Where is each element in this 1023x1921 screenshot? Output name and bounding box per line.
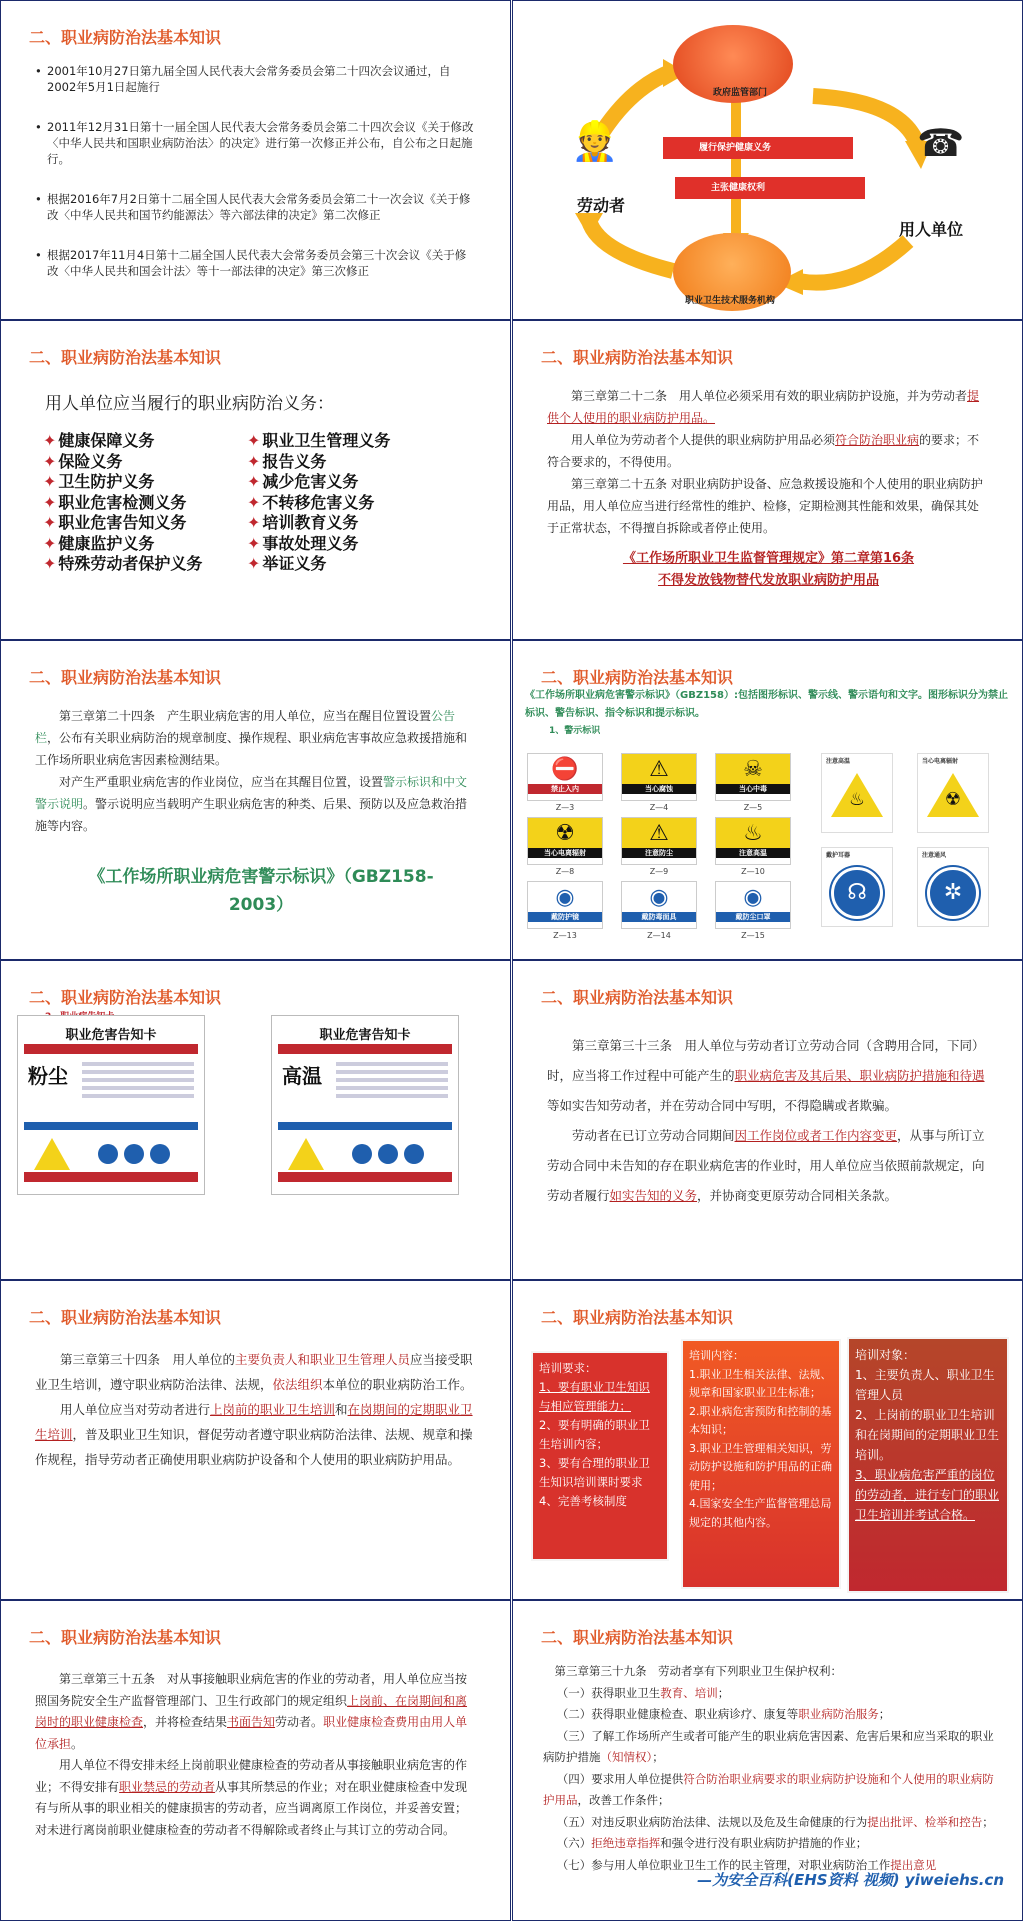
list-item: ✦ 保险义务 (43, 451, 123, 471)
warning-sign (621, 753, 697, 812)
sign-label: 注意高温 (716, 848, 790, 858)
sign-label: 戴防毒面具 (622, 912, 696, 922)
list-item: （五）对违反职业病防治法律、法规以及危及生命健康的行为提出批评、检举和控告； (556, 1814, 994, 1829)
standard-intro: 《工作场所职业病危害警示标识》（GBZ158）:包括图形标识、警示线、警示语句和文字。图形标识分为禁止标识、警告标识、指令标识和提示标识。 (525, 690, 1008, 719)
list-item: • 2001年10月27日第九届全国人民代表大会常务委员会第二十四次会议通过，自2002年5月1日起施行 (35, 63, 475, 95)
employer-icon: ☎ (917, 121, 965, 165)
sign-label: 禁止入内 (528, 784, 602, 794)
sign-icon: ☢ (528, 818, 602, 848)
sign-code: Z—10 (741, 867, 765, 876)
sign-icon: ⚠ (622, 754, 696, 784)
sign-code: Z—4 (649, 803, 669, 812)
sign-icon: ☠ (716, 754, 790, 784)
list-item: ✦ 职业危害告知义务 (43, 513, 187, 532)
sign-code: Z—3 (555, 803, 575, 812)
ppe-icons (352, 1144, 424, 1164)
slide-title: 二、职业病防治法基本知识 (29, 1308, 222, 1327)
article-text: 第三章第三十四条 用人单位的主要负责人和职业卫生管理人员应当接受职业卫生培训，遵守职业病防治法律、法规，依法组织本单位的职业病防治工作。 用人单位应当对劳动者进行上岗前的职业卫生培训和在岗期间的定期职业卫生培训，普及职业卫生知识，督促劳动者遵守职业病防治法律、法规、规章和操作规程，指导劳动者正确使用职业病防护设备和个人使用的职业病防护用品。 (35, 1352, 473, 1467)
list-item: （四）要求用人单位提供符合防治职业病要求的职业病防护设施和个人使用的职业病防护用品，改善工作条件； (543, 1771, 994, 1807)
site-watermark: —为安全百科(EHS资料 视频) yiweiehs.cn (697, 1871, 1004, 1889)
sign-caption: 注意通风 (922, 852, 947, 859)
warning-icon (288, 1138, 324, 1170)
large-sign (821, 753, 893, 833)
slide-2-diagram (512, 0, 1023, 320)
article-text: 第三章第二十四条 产生职业病危害的用人单位，应当在醒目位置设置公告栏，公布有关职业病防治的规章制度、操作规程、职业病危害事故应急救援措施和工作场所职业病危害因素检测结果。 对产生严重职业病危害的作业岗位，应当在其醒目位置，设置警示标识和中文警示说明。警示说明应当载明产生职业病危害的种类、后果、预防以及应急救治措施等内容。 (35, 709, 468, 833)
slide-11 (0, 1600, 511, 1921)
list-item: ✦ 健康监护义务 (43, 533, 155, 553)
list-item: • 根据2016年7月2日第十二届全国人民代表大会常务委员会第二十一次会议《关于修改〈中华人民共和国节约能源法〉等六部法律的决定》第二次修正 (35, 191, 475, 223)
sign-icon: ♨ (716, 818, 790, 848)
large-sign (917, 847, 989, 927)
slide-title: 二、职业病防治法基本知识 (541, 988, 734, 1007)
sign-code: Z—15 (741, 931, 765, 940)
worker-icon: 👷 (571, 119, 619, 163)
warning-icon (34, 1138, 70, 1170)
large-sign (917, 753, 989, 833)
list-item: ✦ 举证义务 (247, 554, 327, 573)
sign-code: Z—9 (649, 867, 669, 876)
list-item: （一）获得职业卫生教育、培训； (556, 1685, 730, 1700)
sign-label: 注意防尘 (622, 848, 696, 858)
list-item: ✦ 事故处理义务 (247, 533, 359, 553)
warning-sign (715, 753, 791, 812)
sign-code: Z—13 (553, 931, 577, 940)
article-text: 第三章第二十二条 用人单位必须采用有效的职业病防护设施，并为劳动者提供个人使用的职业病防护用品。 用人单位为劳动者个人提供的职业病防护用品必须符合防治职业病的要求；不符合要求的，不得使用。 第三章第二十五条 对职业病防护设备、应急救援设施和个人使用的职业病防护用品，用人单位应当进行经常性的维护、检修，定期检测其性能和效果，确保其处于正常状态，不得擅自拆除或者停止使用。 (547, 389, 983, 535)
slide-title: 二、职业病防治法基本知识 (541, 348, 734, 367)
duties-intro: 用人单位应当履行的职业病防治义务： (45, 394, 334, 414)
slide-title: 二、职业病防治法基本知识 (541, 668, 734, 687)
card-band (278, 1044, 452, 1054)
slide-12 (512, 1600, 1023, 1921)
sign-icon: ⚠ (622, 818, 696, 848)
list-item: （三）了解工作场所产生或者可能产生的职业病危害因素、危害后果和应当采取的职业病防护措施（知情权）； (543, 1728, 994, 1764)
slide-1 (0, 0, 511, 320)
standard-title: 《工作场所职业病危害警示标识》（GBZ158-2003） (88, 867, 434, 915)
slide-title: 二、职业病防治法基本知识 (541, 1308, 734, 1327)
sign-code: Z—8 (555, 867, 575, 876)
sign-icon: ◉ (716, 882, 790, 912)
card-title: 职业危害告知卡 (319, 1028, 411, 1043)
duties-left-column (43, 431, 202, 575)
sign-label: 当心腐蚀 (622, 784, 696, 794)
warning-sign (527, 817, 603, 876)
training-requirements: 培训要求： 1、要有职业卫生知识与相应管理能力； 2、要有明确的职业卫生培训内容； 3、要有合理的职业卫生知识培训课时要求 4、完善考核制度 (531, 1351, 669, 1561)
slide-title: 二、职业病防治法基本知识 (29, 988, 222, 1007)
sign-caption: 当心电离辐射 (922, 758, 959, 765)
mandatory-circle-icon: ✲ (927, 867, 979, 919)
list-item: ✦ 不转移危害义务 (247, 492, 375, 512)
warning-sign (621, 881, 697, 940)
slide-3-duties (0, 320, 511, 640)
duties-right-column (247, 431, 390, 575)
sign-code: Z—5 (743, 803, 763, 812)
hazard-triangle-icon: ♨ (831, 773, 883, 817)
right-arrow: 主张健康权利 (675, 177, 865, 199)
sign-label: 戴防护镜 (528, 912, 602, 922)
slide-title: 二、职业病防治法基本知识 (29, 348, 222, 367)
slide-10-training (512, 1280, 1023, 1600)
list-item: ✦ 健康保障义务 (43, 431, 155, 450)
slide-title: 二、职业病防治法基本知识 (29, 1628, 222, 1647)
hazard-triangle-icon: ☢ (927, 773, 979, 817)
history-list (35, 63, 475, 303)
sign-label: 当心中毒 (716, 784, 790, 794)
list-item: ✦ 职业卫生管理义务 (247, 431, 391, 450)
employer-label: 用人单位 (899, 220, 964, 239)
slide-9 (0, 1280, 511, 1600)
training-content: 培训内容： 1.职业卫生相关法律、法规、规章和国家职业卫生标准； 2.职业病危害预防和控制的基本知识； 3.职业卫生管理相关知识，劳动防护设施和防护用品的正确使用； 4.国家安全生产监督管理总局规定的其他内容。 (681, 1339, 841, 1589)
hazard-card-dust (17, 1015, 205, 1195)
list-item: ✦ 职业危害检测义务 (43, 492, 187, 512)
rights-lead: 第三章第三十九条 劳动者享有下列职业卫生保护权利： (554, 1664, 842, 1678)
slide-title: 二、职业病防治法基本知识 (29, 668, 222, 687)
mandatory-circle-icon: ☊ (831, 867, 883, 919)
list-item: （二）获得职业健康检查、职业病诊疗、康复等职业病防治服务； (556, 1707, 891, 1721)
slide-5 (0, 640, 511, 960)
worker-label: 劳动者 (577, 196, 626, 215)
duty-arrow: 履行保护健康义务 (663, 137, 853, 159)
sub-title: 1、警示标识 (549, 726, 601, 736)
card-hazard: 高温 (282, 1064, 322, 1088)
sign-icon: ⛔ (528, 754, 602, 784)
warning-sign (715, 817, 791, 876)
ppe-icons (98, 1144, 170, 1164)
training-targets: 培训对象： 1、主要负责人、职业卫生管理人员 2、上岗前的职业卫生培训和在岗期间的定期职业卫生培训。 3、职业病危害严重的岗位的劳动者，进行专门的职业卫生培训并考试合格。 (847, 1337, 1009, 1593)
list-item: （七）参与用人单位职业卫生工作的民主管理，对职业病防治工作提出意见 (556, 1857, 937, 1872)
list-item: ✦ 特殊劳动者保护义务 (43, 554, 203, 573)
warning-sign (527, 881, 603, 940)
slide-title: 二、职业病防治法基本知识 (541, 1628, 734, 1647)
sign-caption: 戴护耳器 (826, 852, 851, 859)
card-band (24, 1044, 198, 1054)
list-item: ✦ 培训教育义务 (247, 513, 359, 532)
warning-sign (621, 817, 697, 876)
sign-icon: ◉ (622, 882, 696, 912)
hazard-card-heat (271, 1015, 459, 1195)
regulation-reference: 《工作场所职业卫生监督管理规定》第二章第16条 (622, 551, 915, 566)
card-hazard: 粉尘 (28, 1064, 68, 1088)
warning-sign (527, 753, 603, 812)
slide-title: 二、职业病防治法基本知识 (29, 28, 222, 47)
rights-list (543, 1661, 1003, 1876)
government-label: 政府监管部门 (713, 88, 768, 98)
list-item: （六）拒绝违章指挥和强令进行没有职业病防护措施的作业； (556, 1836, 868, 1850)
article-text: 第三章第三十三条 用人单位与劳动者订立劳动合同（含聘用合同，下同）时，应当将工作过程中可能产生的职业病危害及其后果、职业病防护措施和待遇等如实告知劳动者，并在劳动合同中写明，不得隐瞒或者欺骗。 劳动者在已订立劳动合同期间因工作岗位或者工作内容变更，从事与所订立劳动合同中未告知的存在职业病危害的作业时，用人单位应当依照前款规定，向劳动者履行如实告知的义务，并协商变更原劳动合同相关条款。 (547, 1038, 985, 1203)
card-title: 职业危害告知卡 (65, 1028, 157, 1043)
large-sign (821, 847, 893, 927)
service-label: 职业卫生技术服务机构 (685, 296, 776, 306)
list-item: • 根据2017年11月4日第十二届全国人民代表大会常务委员会第三十次会议《关于修改〈中华人民共和国会计法〉等十一部法律的决定》第三次修正 (35, 247, 475, 279)
regulation-note: 不得发放钱物替代发放职业病防护用品 (657, 573, 879, 588)
sign-caption: 注意高温 (826, 758, 851, 765)
slide-4 (512, 320, 1023, 640)
list-item: ✦ 卫生防护义务 (43, 472, 155, 491)
sign-label: 戴防尘口罩 (716, 912, 790, 922)
slide-7-cards (0, 960, 511, 1280)
article-text: 第三章第三十五条 对从事接触职业病危害的作业的劳动者，用人单位应当按照国务院安全生产监督管理部门、卫生行政部门的规定组织上岗前、在岗期间和离岗时的职业健康检查，并将检查结果书面告知劳动者。职业健康检查费用由用人单位承担。 用人单位不得安排未经上岗前职业健康检查的劳动者从事接触职业病危害的作业；不得安排有职业禁忌的劳动者从事其所禁忌的作业；对在职业健康检查中发现有与所从事的职业相关的健康损害的劳动者，应当调离原工作岗位，并妥善安置；对未进行离岗前职业健康检查的劳动者不得解除或者终止与其订立的劳动合同。 (35, 1672, 468, 1837)
sign-code: Z—14 (647, 931, 671, 940)
slide-6-signs (512, 640, 1023, 960)
list-item: • 2011年12月31日第十一届全国人民代表大会常务委员会第二十四次会议《关于修改〈中华人民共和国职业病防治法〉的决定》进行第一次修正并公布，自公布之日起施行。 (35, 119, 475, 167)
slide-8 (512, 960, 1023, 1280)
list-item: ✦ 减少危害义务 (247, 472, 359, 491)
sign-label: 当心电离辐射 (528, 848, 602, 858)
list-item: ✦ 报告义务 (247, 451, 327, 471)
warning-sign (715, 881, 791, 940)
sign-icon: ◉ (528, 882, 602, 912)
